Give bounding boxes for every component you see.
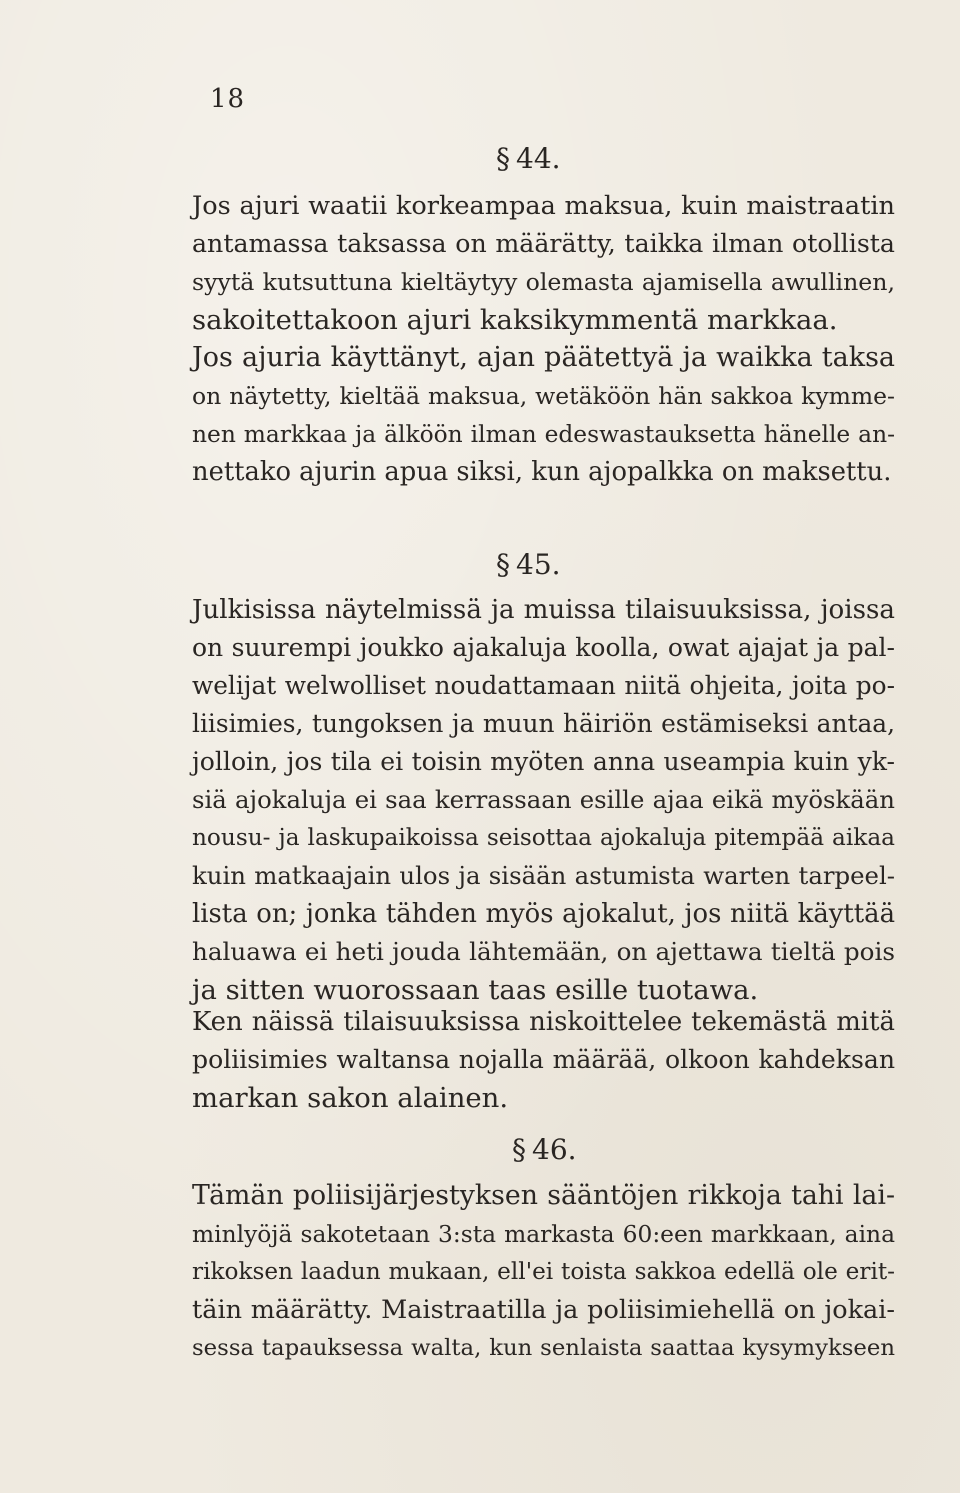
text-line: Ken näissä tilaisuuksissa niskoittelee tekemästä mitä bbox=[192, 1007, 895, 1037]
text-line: rikoksen laadun mukaan, ell'ei toista sakkoa edellä ole erit- bbox=[192, 1258, 895, 1285]
text-line: on näytetty, kieltää maksua, wetäköön hän sakkoa kymme- bbox=[192, 382, 895, 410]
text-line: sessa tapauksessa walta, kun senlaista saattaa kysymykseen bbox=[192, 1335, 895, 1361]
text-line: welijat welwolliset noudattamaan niitä ohjeita, joita po- bbox=[192, 671, 895, 700]
text-line: nettako ajurin apua siksi, kun ajopalkka on maksettu. bbox=[192, 457, 892, 487]
section-heading-44 bbox=[496, 140, 561, 178]
section-heading-45 bbox=[496, 546, 561, 584]
text-line: nen markkaa ja älköön ilman edeswastauksetta hänelle an- bbox=[192, 420, 895, 448]
paragraph-45-2 bbox=[192, 1003, 895, 1117]
paragraph-44-2 bbox=[192, 339, 895, 491]
section-symbol: § bbox=[496, 548, 510, 581]
section-heading-46 bbox=[512, 1131, 577, 1169]
text-line: poliisimies waltansa nojalla määrää, olkoon kahdeksan bbox=[192, 1045, 895, 1074]
text-line: jolloin, jos tila ei toisin myöten anna useampia kuin yk- bbox=[192, 747, 895, 776]
text-line: ja sitten wuorossaan taas esille tuotawa. bbox=[192, 974, 759, 1006]
text-line: liisimies, tungoksen ja muun häiriön estämiseksi antaa, bbox=[192, 709, 895, 738]
paragraph-45-1 bbox=[192, 591, 895, 1009]
text-line: sakoitettakoon ajuri kaksikymmentä markkaa. bbox=[192, 304, 838, 336]
text-line: syytä kutsuttuna kieltäytyy olemasta ajamisella awullinen, bbox=[192, 268, 895, 296]
page-number: 18 bbox=[210, 84, 246, 114]
section-number: 46. bbox=[532, 1133, 577, 1166]
text-line: antamassa taksassa on määrätty, taikka ilman otollista bbox=[192, 229, 895, 258]
text-line: markan sakon alainen. bbox=[192, 1082, 509, 1114]
text-line: täin määrätty. Maistraatilla ja poliisimiehellä on jokai- bbox=[192, 1295, 895, 1325]
text-line: kuin matkaajain ulos ja sisään astumista warten tarpeel- bbox=[192, 861, 895, 890]
text-line: on suurempi joukko ajakaluja koolla, owat ajajat ja pal- bbox=[192, 633, 895, 662]
section-number: 45. bbox=[516, 548, 561, 581]
text-line: nousu- ja laskupaikoissa seisottaa ajokaluja pitempää aikaa bbox=[192, 824, 895, 851]
text-line: Jos ajuri waatii korkeampaa maksua, kuin maistraatin bbox=[192, 191, 895, 221]
section-number: 44. bbox=[516, 142, 561, 175]
text-line: haluawa ei heti jouda lähtemään, on ajettawa tieltä pois bbox=[192, 937, 895, 966]
text-line: Jos ajuria käyttänyt, ajan päätettyä ja waikka taksa bbox=[192, 342, 895, 373]
text-line: siä ajokaluja ei saa kerrassaan esille ajaa eikä myöskään bbox=[192, 785, 895, 814]
text-line: minlyöjä sakotetaan 3:sta markasta 60:een markkaan, aina bbox=[192, 1220, 895, 1248]
paragraph-44-1 bbox=[192, 187, 895, 339]
section-symbol: § bbox=[496, 142, 510, 175]
section-symbol: § bbox=[512, 1133, 526, 1166]
text-line: lista on; jonka tähden myös ajokalut, jos niitä käyttää bbox=[192, 899, 895, 929]
text-line: Julkisissa näytelmissä ja muissa tilaisuuksissa, joissa bbox=[192, 595, 895, 625]
text-line: Tämän poliisijärjestyksen sääntöjen rikkoja tahi lai- bbox=[192, 1180, 895, 1211]
paragraph-46-1 bbox=[192, 1177, 895, 1367]
